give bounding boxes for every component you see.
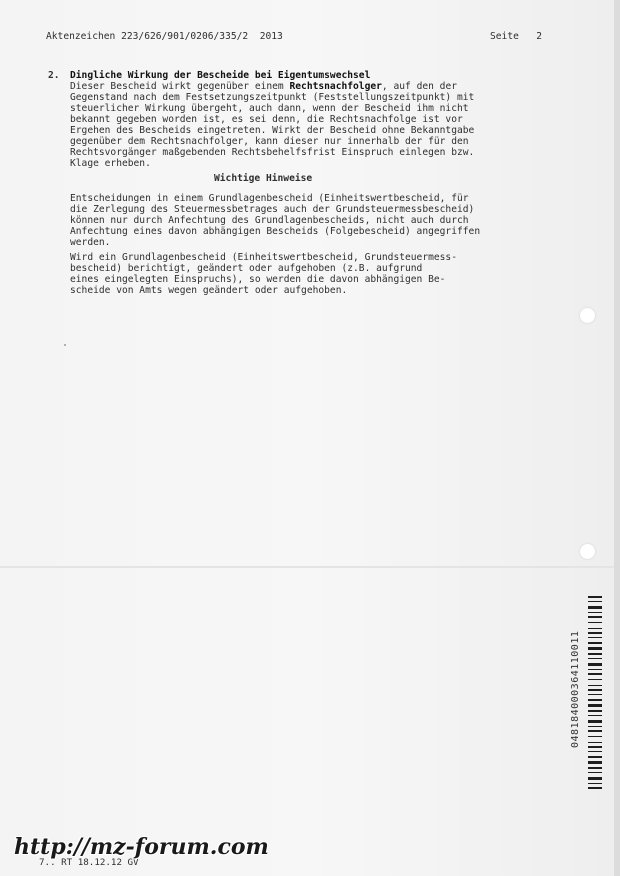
barcode-bar (588, 787, 602, 789)
barcode (588, 596, 602, 790)
barcode-bar (588, 601, 602, 602)
barcode-bar (588, 663, 602, 666)
barcode-bar (588, 699, 602, 701)
section-line1-bold: Rechtsnachfolger (289, 81, 382, 92)
section-body (70, 70, 474, 169)
paper-fold (0, 566, 620, 568)
barcode-number: 048184000364110011 (570, 630, 581, 748)
barcode-bar (588, 736, 602, 737)
barcode-bar (588, 679, 602, 680)
barcode-bar (588, 606, 602, 609)
barcode-bar (588, 783, 602, 784)
barcode-bar (588, 658, 602, 659)
barcode-bar (588, 756, 602, 758)
barcode-bar (588, 685, 602, 686)
section-paragraph: Gegenstand nach dem Festsetzungszeitpunkt (Feststellungszeitpunkt) mit steuerlicher Wirkung übergeht, auch dann, wenn der Bescheid ihm nicht bekannt gegeben worden ist, es sei denn, die Rechtsnachfolge ist vor Ergehen des Bescheids eingetreten. Wirkt der Bescheid ohne Bekanntgabe gegenüber dem Rechtsnachfolger, kann dieser nur innerhalb der für den Rechtsvorgänger maßgebenden Rechtsbehelfsfrist Einspruch einlegen bzw. Klage erheben. (70, 92, 475, 169)
case-number: Aktenzeichen 223/626/901/0206/335/2 2013 (46, 31, 283, 42)
section-line1-a: Dieser Bescheid wirkt gegenüber einem (70, 81, 290, 92)
barcode-bar (588, 596, 602, 598)
barcode-bar (588, 628, 602, 629)
barcode-bar (588, 637, 602, 638)
hints-paragraph-2: Wird ein Grundlagenbescheid (Einheitswertbescheid, Grundsteuermess- bescheid) berichtigt, geändert oder aufgehoben (z.B. aufgrund eines eingelegten Einspruchs), so werden die davon abhängigen Be- scheide von Amts wegen geändert oder aufgehoben. (70, 252, 457, 296)
barcode-bar (588, 616, 602, 618)
barcode-bar (588, 653, 602, 655)
barcode-bar (588, 761, 602, 764)
barcode-bar (588, 704, 602, 707)
barcode-bar (588, 647, 602, 650)
section-number: 2. (48, 70, 60, 81)
barcode-bar (588, 746, 602, 748)
section-line1-c: , auf den der (381, 81, 458, 92)
hints-heading: Wichtige Hinweise (214, 173, 313, 184)
punch-hole-lower (580, 544, 595, 559)
barcode-bar (588, 720, 602, 723)
barcode-bar (588, 767, 602, 769)
barcode-bar (588, 742, 602, 743)
barcode-bar (588, 710, 602, 712)
section-title: Dingliche Wirkung der Bescheide bei Eigentumswechsel (70, 70, 371, 81)
hints-paragraph-1: Entscheidungen in einem Grundlagenbescheid (Einheitswertbescheid, für die Zerlegung des Steuermessbetrages auch der Grundsteuermessbescheid) können nur durch Anfechtung des Grundlagenbescheids, nicht auch durch Anfechtung eines davon abhängigen Bescheids (Folgebescheid) angegriffen werden. (70, 193, 481, 248)
barcode-bar (588, 715, 602, 716)
barcode-bar (588, 612, 602, 613)
paper-edge-shadow (614, 0, 620, 876)
barcode-bar (588, 673, 602, 675)
watermark-url: http://mz-forum.com (14, 834, 269, 860)
scan-speck (64, 344, 66, 346)
barcode-bar (588, 726, 602, 727)
page-number: Seite 2 (490, 31, 542, 42)
barcode-bar (588, 694, 602, 695)
barcode-bar (588, 622, 602, 623)
barcode-bar (588, 777, 602, 780)
barcode-bar (588, 689, 602, 691)
footer-code: 7.. RT 18.12.12 GV (39, 857, 139, 868)
barcode-bar (588, 751, 602, 752)
barcode-bar (588, 730, 602, 732)
barcode-bar (588, 669, 602, 670)
barcode-bar (588, 642, 602, 644)
barcode-bar (588, 772, 602, 773)
punch-hole-upper (580, 308, 595, 323)
barcode-bar (588, 632, 602, 634)
